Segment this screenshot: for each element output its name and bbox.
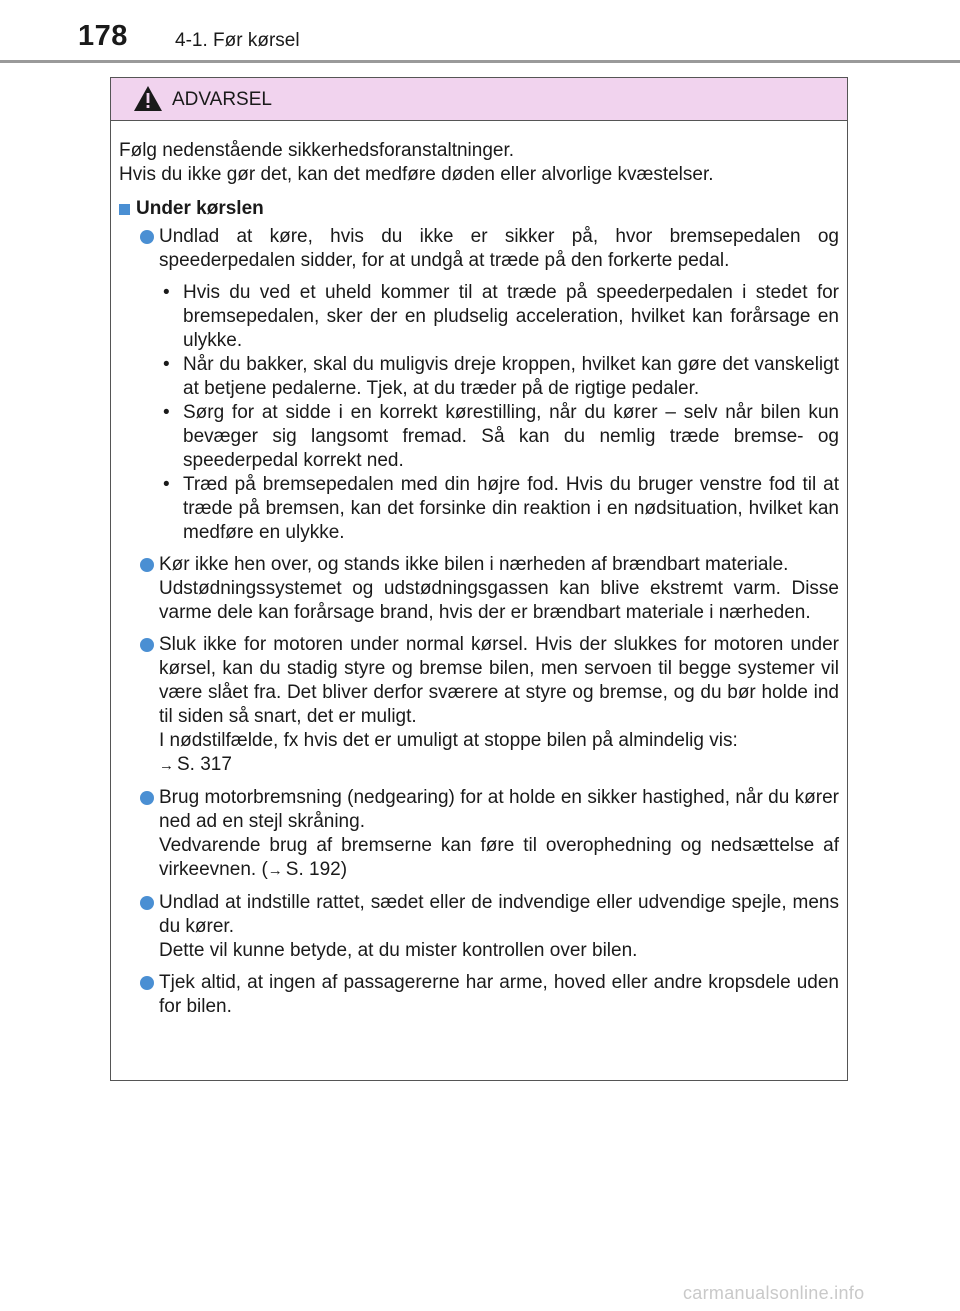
- watermark: carmanualsonline.info: [683, 1283, 865, 1303]
- warning-header: [111, 78, 847, 121]
- item-text: Undlad at indstille rattet, sædet eller de indvendige eller udvendige spejle, mens du kører.: [159, 892, 839, 937]
- section-title: 4-1. Før kørsel: [175, 30, 300, 51]
- dot-bullet-icon: •: [163, 354, 170, 375]
- page-header: [0, 0, 960, 62]
- warning-body: [111, 121, 847, 1019]
- page-reference[interactable]: → S. 317: [159, 753, 839, 778]
- item-text: Udstødningssystemet og udstødningsgassen kan blive ekstremt varm. Disse varme dele kan forårsage brand, hvis der er brændbart materiale i nærheden.: [159, 578, 839, 623]
- dot-bullet-icon: •: [163, 474, 170, 495]
- item-text: I nødstilfælde, fx hvis det er umuligt at stoppe bilen på almindelig vis:: [159, 730, 738, 751]
- circle-bullet-icon: [140, 791, 154, 805]
- sub-list: [159, 281, 839, 545]
- sub-item: • Hvis du ved et uheld kommer til at træde på speederpedalen i stedet for bremsepedalen, sker der en pludselig acceleration, hvilket kan forårsage en ulykke.: [163, 282, 839, 351]
- square-bullet-icon: [119, 204, 130, 215]
- list-item: [119, 633, 839, 778]
- sub-item: • Når du bakker, skal du muligvis dreje kroppen, hvilket kan gøre det vanskeligt at betjene pedalerne. Tjek, at du træder på de rigtige pedaler.: [163, 354, 839, 399]
- circle-bullet-icon: [140, 896, 154, 910]
- circle-bullet-icon: [140, 230, 154, 244]
- sub-item: • Sørg for at sidde i en korrekt kørestilling, når du kører – selv når bilen kun bevæger sig langsomt fremad. Så kan du nemlig træde bremse- og speederpedal korrekt ned.: [163, 402, 839, 471]
- circle-bullet-icon: [140, 976, 154, 990]
- warning-box: [110, 77, 848, 1081]
- arrow-right-icon: →: [267, 862, 283, 879]
- page-number: 178: [78, 20, 128, 52]
- page-reference[interactable]: S. 192: [285, 859, 341, 880]
- dot-bullet-icon: •: [163, 402, 170, 423]
- list-item: [119, 786, 839, 883]
- dot-bullet-icon: •: [163, 282, 170, 303]
- item-text: Undlad at køre, hvis du ikke er sikker på, hvor bremsepedalen og speederpedalen sidder, for at undgå at træde på den forkerte pedal.: [159, 226, 839, 271]
- subheading: [119, 197, 839, 221]
- warning-intro: [119, 139, 839, 187]
- list-item: [119, 971, 839, 1019]
- item-text: Vedvarende brug af bremserne kan føre til overophedning og nedsættelse af virkeevnen. (→ S. 192): [159, 834, 839, 883]
- list-item: [119, 891, 839, 963]
- item-text: Kør ikke hen over, og stands ikke bilen i nærheden af brændbart materiale.: [159, 554, 789, 575]
- list-item: [119, 553, 839, 625]
- item-text: Brug motorbremsning (nedgearing) for at holde en sikker hastighed, når du kører ned ad en stejl skråning.: [159, 787, 839, 832]
- intro-line: Følg nedenstående sikkerhedsforanstaltninger.: [119, 140, 515, 161]
- warning-list: [119, 225, 839, 1019]
- arrow-right-icon: →: [159, 757, 174, 774]
- warning-label: ADVARSEL: [172, 89, 272, 110]
- intro-line: Hvis du ikke gør det, kan det medføre døden eller alvorlige kvæstelser.: [119, 164, 714, 185]
- item-text: Tjek altid, at ingen af passagererne har arme, hoved eller andre kropsdele uden for bilen.: [159, 972, 839, 1017]
- header-divider: [0, 60, 960, 63]
- circle-bullet-icon: [140, 558, 154, 572]
- item-text: Dette vil kunne betyde, at du mister kontrollen over bilen.: [159, 940, 638, 961]
- circle-bullet-icon: [140, 638, 154, 652]
- sub-item: • Træd på bremsepedalen med din højre fod. Hvis du bruger venstre fod til at træde på bremsen, kan det forsinke din reaktion i en nødsituation, hvilket kan medføre en ulykke.: [163, 474, 839, 543]
- list-item: [119, 225, 839, 545]
- warning-triangle-icon: [133, 85, 163, 112]
- item-text: Sluk ikke for motoren under normal kørsel. Hvis der slukkes for motoren under kørsel, kan du stadig styre og bremse bilen, men servoen til begge systemer vil være slået fra. Det bliver derfor sværere at styre og bremse, og du bør holde ind til siden så snart, det er muligt.: [159, 634, 839, 727]
- subheading-text: Under kørslen: [136, 198, 264, 219]
